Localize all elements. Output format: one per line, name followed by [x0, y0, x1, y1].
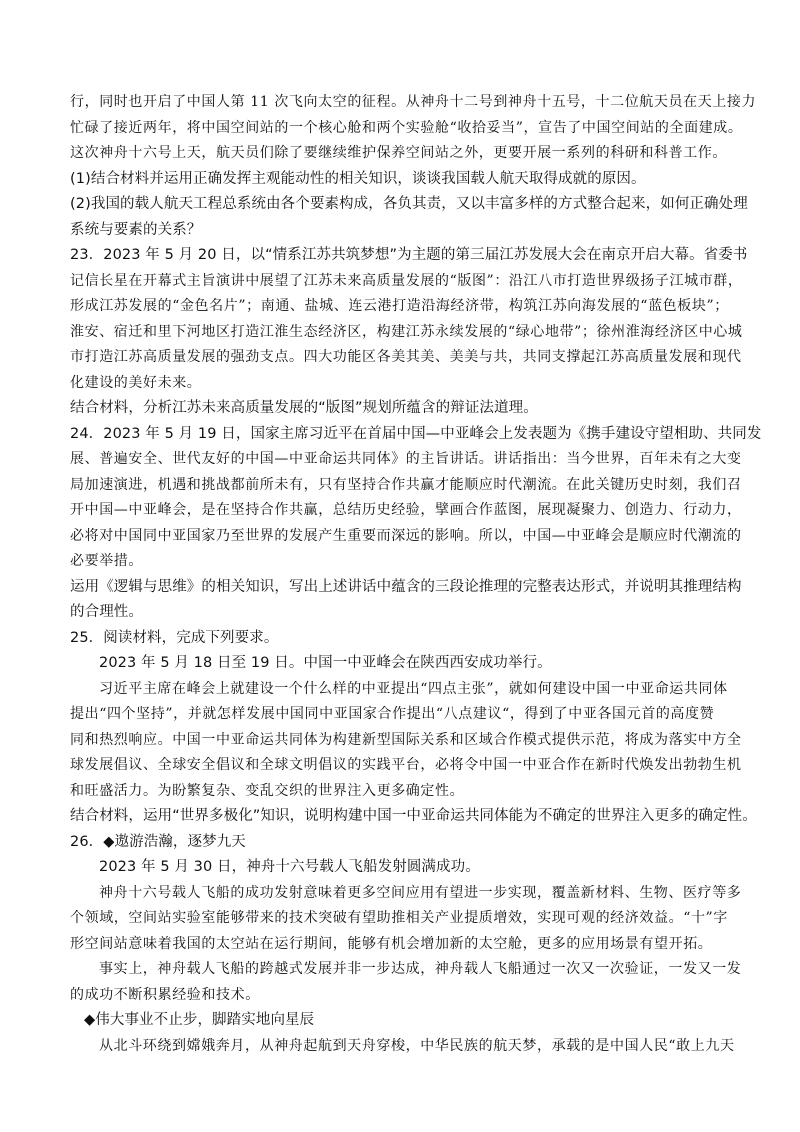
text-line: 2023 年 5 月 30 日，神舟十六号载人飞船发射圆满成功。 [99, 859, 480, 875]
text-line: 必要举措。 [70, 553, 143, 569]
text-line: 2023 年 5 月 18 日至 19 日。中国一中亚峰会在陕西西安成功举行。 [99, 655, 552, 671]
text-line: (2)我国的载人航天工程总系统由各个要素构成，各负其责，又以丰富多样的方式整合起来，如何正确处理 [70, 196, 748, 212]
text-line: 23．2023 年 5 月 20 日，以“情系江苏共筑梦想”为主题的第三届江苏发展大会在南京开启大幕。省委书 [70, 247, 748, 263]
text-line: (1)结合材料并运用正确发挥主观能动性的相关知识，谈谈我国载人航天取得成就的原因。 [70, 170, 646, 187]
text-line: 行，同时也开启了中国人第 11 次飞向太空的征程。从神舟十二号到神舟十五号，十二位航天员在天上接力 [70, 94, 757, 110]
text-line: 形空间站意味着我国的太空站在运行期间，能够有机会增加新的太空舱，更多的应用场景有望开拓。 [70, 935, 713, 952]
text-line: 24．2023 年 5 月 19 日，国家主席习近平在首届中国—中亚峰会上发表题为《携手建设守望相助、共同发 [70, 425, 762, 442]
text-line: 必将对中国同中亚国家乃至世界的发展产生重要而深远的影响。所以，中国—中亚峰会是顺应时代潮流的 [70, 527, 742, 544]
text-line: 事实上，神舟载人飞船的跨越式发展并非一步达成，神舟载人飞船通过一次又一次验证，一发又一发 [99, 961, 742, 977]
text-line: 结合材料，运用“世界多极化”知识，说明构建中国一中亚命运共同体能为不确定的世界注入更多的确定性。 [70, 808, 757, 824]
text-line: 展、普遍安全、世代友好的中国—中亚命运共同体》的主旨讲话。讲话指出：当今世界，百年未有之大变 [70, 451, 742, 467]
text-line: 系统与要素的关系？ [70, 221, 202, 238]
text-line: 25．阅读材料，完成下列要求。 [70, 629, 279, 646]
text-line: 提出“四个坚持”，并就怎样发展中国同中亚国家合作提出“八点建议“，得到了中亚各国元首的高度赞 [70, 706, 715, 722]
text-line: 形成江苏发展的“金色名片”；南通、盐城、连云港打造沿海经济带，构筑江苏向海发展的“蓝色板块”； [70, 298, 729, 314]
text-line: 结合材料，分析江苏未来高质量发展的“版图”规划所蕴含的辩证法道理。 [70, 400, 538, 416]
text-line: 淮安、宿迁和里下河地区打造江淮生态经济区，构建江苏永续发展的“绿心地带”；徐州淮海经济区中心城 [70, 323, 743, 340]
text-line: 化建设的美好未来。 [70, 374, 202, 391]
text-line: 26．◆遨游浩瀚，逐梦九天 [70, 833, 246, 850]
text-line: 从北斗环绕到嫦娥奔月，从神舟起航到天舟穿梭，中华民族的航天梦，承载的是中国人民“敢上九天 [99, 1037, 735, 1054]
text-line: 球发展倡议、全球安全倡议和全球文明倡议的实践平台，必将令中国一中亚合作在新时代焕发出勃勃生机 [70, 757, 742, 773]
text-line: 个领域，空间站实验室能够带来的技术突破有望助推相关产业提质增效，实现可观的经济效益。“十”字 [70, 910, 728, 926]
text-line: 神舟十六号载人飞船的成功发射意味着更多空间应用有望进一步实现，覆盖新材料、生物、医疗等多 [99, 884, 742, 901]
text-line: 的合理性。 [70, 604, 143, 620]
text-line: 市打造江苏高质量发展的强劲支点。四大功能区各美其美、美美与共，共同支撑起江苏高质量发展和现代 [70, 349, 742, 365]
text-line: 和旺盛活力。为盼繁复杂、变乱交织的世界注入更多确定性。 [70, 782, 465, 799]
text-line: 记信长星在开幕式主旨演讲中展望了江苏未来高质量发展的“版图”：沿江八市打造世界级扬子江城市群， [70, 272, 743, 289]
text-line: ◆伟大事业不止步，脚踏实地向星辰 [84, 1012, 315, 1028]
document-page [70, 90, 762, 1059]
text-line: 这次神舟十六号上天，航天员们除了要继续维护保养空间站之外，更要开展一系列的科研和科普工作。 [70, 145, 727, 161]
text-line: 同和热烈响应。中国一中亚命运共同体为构建新型国际关系和区域合作模式提供示范，将成为落实中方全 [70, 731, 742, 748]
text-line: 忙碌了接近两年，将中国空间站的一个核心舱和两个实验舱“收拾妥当”，宣告了中国空间站的全面建成。 [70, 119, 743, 136]
text-line: 运用《逻辑与思维》的相关知识，写出上述讲话中蕴含的三段论推理的完整表达形式，并说明其推理结构 [70, 578, 742, 595]
text-line: 习近平主席在峰会上就建设一个什么样的中亚提出“四点主张”，就如何建设中国一中亚命运共同体 [99, 680, 728, 697]
text-line: 的成功不断积累经验和技术。 [70, 986, 260, 1003]
text-line: 局加速演进，机遇和挑战都前所未有，只有坚持合作共赢才能顺应时代潮流。在此关键历史时刻，我们召 [70, 476, 742, 493]
text-line: 开中国—中亚峰会，是在坚持合作共赢，总结历史经验，擘画合作蓝图，展现凝聚力、创造力、行动力， [70, 502, 742, 518]
